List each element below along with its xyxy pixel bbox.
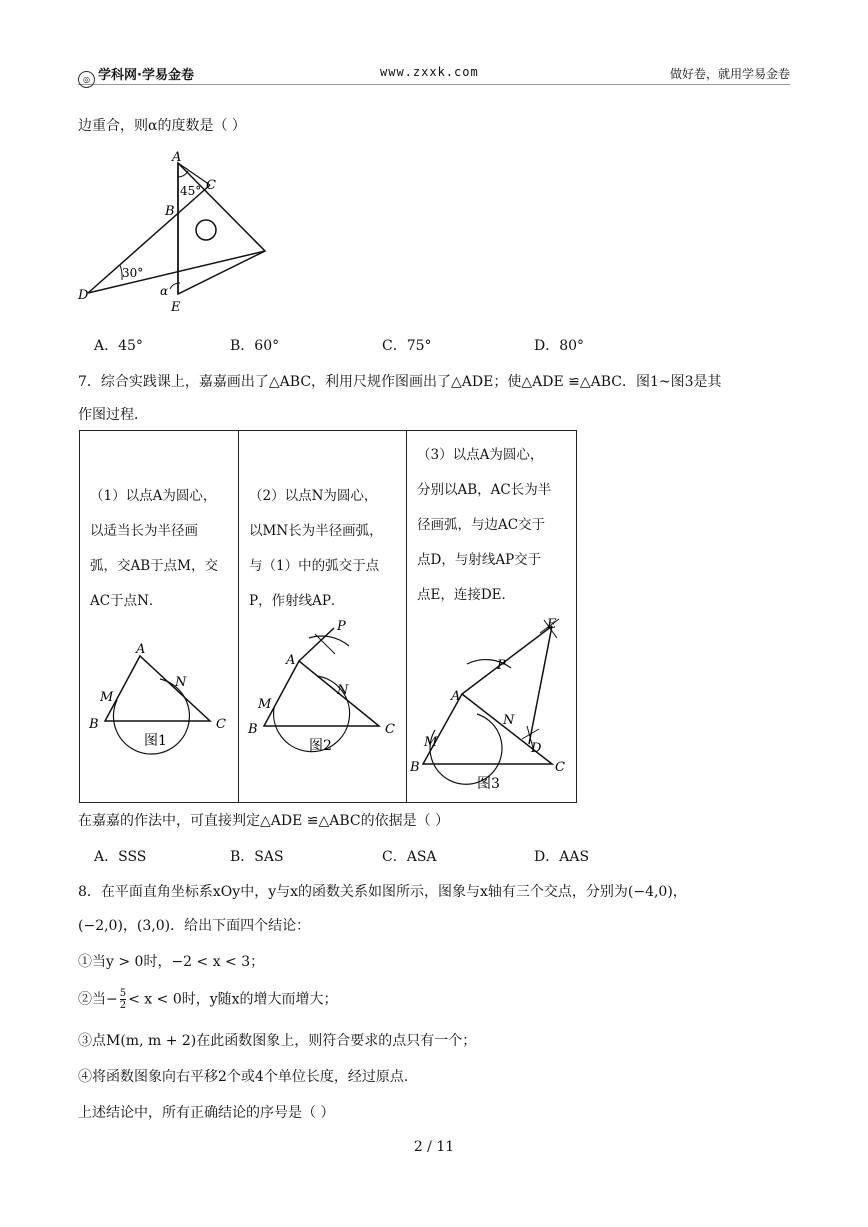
q7-fig3-ray-ap [462,626,552,694]
q8-c2-suffix: < x < 0时，y随x的增大而增大； [128,991,338,1008]
q7-fig2-caption: 图2 [309,738,332,754]
q7-option-c: C．ASA [382,849,437,865]
q7-step1-cell [80,431,239,802]
q7-fig1-label-c: C [216,717,226,732]
q7-fig2-ray-ap [299,628,334,661]
q7-fig3-label-n: N [503,713,515,728]
logo-text: 学科网·学易金卷 [98,68,194,83]
q6-stem: 边重合，则α的度数是（ ） [78,118,246,134]
q7-fig3-caption: 图3 [477,776,500,792]
q7-fig2-label-b: B [248,722,258,737]
q7-fig3-label-c: C [555,760,565,775]
q7-fig2-triangle [264,661,379,726]
q8-stem-line2: (−2,0)，(3,0)．给出下面四个结论： [78,918,311,934]
q7-step3-line: 径画弧，与边AC交于 [417,517,546,533]
q6-figure [70,145,280,320]
q7-fig1-label-n: N [175,675,187,690]
q7-step2-line: （2）以点N为圆心， [249,488,378,504]
q8-question: 上述结论中，所有正确结论的序号是（ ） [78,1105,335,1121]
q6-set-square-45 [178,163,265,294]
q7-fig2-label-n: N [337,683,349,698]
q7-question: 在嘉嘉的作法中，可直接判定△ADE ≌△ABC的依据是（ ） [78,813,450,829]
q6-label-alpha: α [160,284,169,298]
q6-label-30: 30° [122,266,144,280]
q7-fig3-label-d: D [531,741,542,756]
q8-c2-numerator: 5 [119,988,127,999]
logo-icon: ◎ [78,71,95,88]
q6-line-d-right [88,251,265,293]
q6-option-d: D．80° [534,338,585,354]
q7-step3-line: 分别以AB，AC长为半 [417,482,552,498]
q8-conclusion-2 [78,988,338,1011]
q7-step3-line: （3）以点A为圆心， [417,447,544,463]
q6-option-b: B．60° [230,338,280,354]
q7-step1-line: （1）以点A为圆心， [90,488,217,504]
q7-fig3-arc-small [430,714,502,784]
q6-option-a: A．45° [94,338,143,354]
q7-stem-line1: 7．综合实践课上，嘉嘉画出了△ABC，利用尺规作图画出了△ADE；使△ADE ≌△ABC．图1~图3是其 [78,374,722,390]
q7-fig1-label-m: M [100,690,114,705]
q7-step3-line: 点E，连接DE． [417,587,516,603]
q7-fig1-triangle [105,656,210,721]
q8-stem-line1: 8．在平面直角坐标系xOy中，y与x的函数关系如图所示，图象与x轴有三个交点，分别为(−4,0)， [78,884,687,900]
q7-fig2-arc-n [309,636,349,646]
q7-fig3-label-p: P [497,658,506,673]
site-url: www.zxxk.com [380,65,479,79]
header-slogan: 做好卷，就用学易金卷 [669,67,790,81]
q7-step2-line: 以MN长为半径画弧， [249,523,383,539]
q8-conclusion-3: ③点M(m, m + 2)在此函数图象上，则符合要求的点只有一个； [78,1033,477,1049]
q6-line-db [88,185,210,293]
q7-step1-line: 弧，交AB于点M，交 [90,558,218,574]
q7-fig1-caption: 图1 [144,733,167,749]
q6-label-b: B [165,204,175,219]
q7-fig1-label-b: B [89,717,99,732]
q7-step2-cell [239,431,407,802]
q7-fig3-line-de [529,626,552,744]
q7-fig3-label-e: E [547,617,557,632]
q7-fig3 [407,616,576,802]
q7-fig2-label-a: A [286,653,296,668]
q6-label-a: A [172,150,182,165]
q7-step1-line: AC于点N． [90,593,163,609]
q8-conclusion-4: ④将函数图象向右平移2个或4个单位长度，经过原点． [78,1069,418,1085]
q7-fig3-label-m: M [424,735,438,750]
q6-hole-circle [196,220,216,240]
q7-option-b: B．SAS [230,849,284,865]
q7-fig1-label-a: A [136,642,146,657]
q6-label-45: 45° [180,184,202,198]
q7-step1-line: 以适当长为半径画 [90,523,198,539]
q8-c2-denominator: 2 [119,1000,127,1011]
q7-fig1 [80,631,238,761]
q7-fig2-label-p: P [337,619,346,634]
q6-label-c: C [206,178,216,193]
q6-label-d: D [78,288,89,303]
q7-option-a: A．SSS [94,849,147,865]
q8-c2-fraction [120,988,126,1011]
brand-logo [78,64,194,88]
q7-fig2 [239,616,406,766]
q6-option-c: C．75° [382,338,432,354]
q7-fig3-label-b: B [410,760,420,775]
q7-step2-line: P，作射线AP． [249,593,345,609]
page-number: 2 / 11 [413,1139,455,1155]
page-header [78,62,790,85]
q7-step2-line: 与（1）中的弧交于点 [249,558,380,574]
q7-fig3-label-a: A [451,689,461,704]
q7-option-d: D．AAS [534,849,590,865]
q8-c2-prefix: ②当− [78,991,118,1008]
q8-conclusion-1: ①当y > 0时，−2 < x < 3； [78,954,265,970]
q7-step3-cell [407,431,576,802]
q7-stem-line2: 作图过程． [78,407,148,423]
q6-label-e: E [171,300,181,315]
q7-steps-table [79,430,577,803]
q7-fig2-label-c: C [385,722,395,737]
q7-step3-line: 点D，与射线AP交于 [417,552,542,568]
q7-fig2-label-m: M [258,697,272,712]
